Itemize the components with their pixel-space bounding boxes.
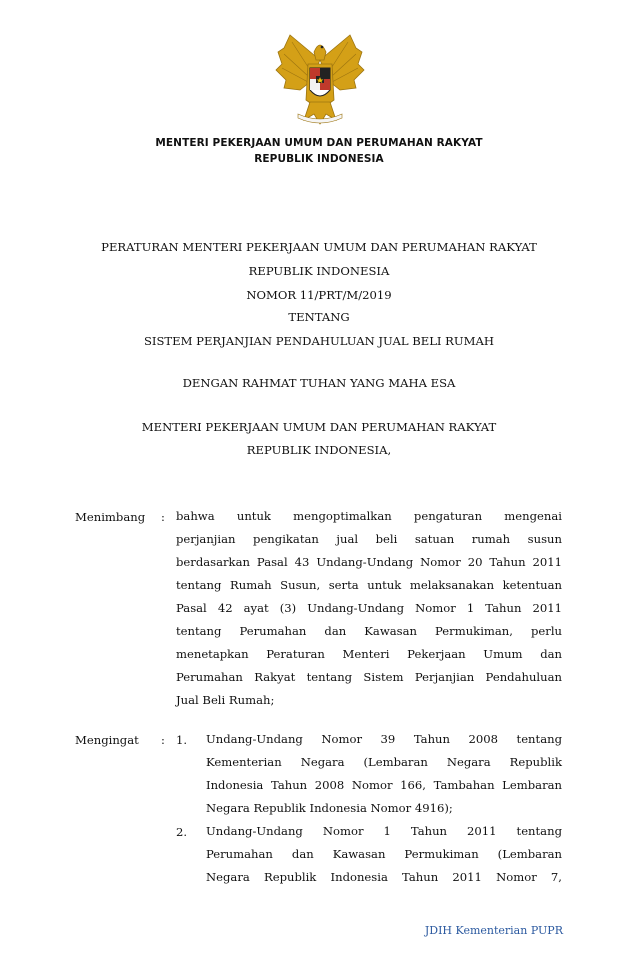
menimbang-colon: :: [161, 510, 165, 524]
mengingat-item-1: [206, 728, 562, 820]
mengingat-label: Mengingat: [75, 733, 139, 747]
mengingat-item-number: 2.: [176, 825, 188, 839]
mengingat-item-line: Negara Republik Indonesia Tahun 2011 Nomor 7,: [206, 870, 562, 884]
regulation-country: REPUBLIK INDONESIA: [248, 264, 390, 278]
mengingat-item-line: Undang-Undang Nomor 1 Tahun 2011 tentang: [206, 824, 562, 838]
mengingat-colon: :: [161, 733, 165, 747]
menimbang-line: menetapkan Peraturan Menteri Pekerjaan Umum dan: [176, 647, 562, 661]
menimbang-line: Pasal 42 ayat (3) Undang-Undang Nomor 1 Tahun 2011: [176, 601, 562, 615]
mengingat-item-2: [206, 820, 562, 889]
mengingat-item-line: Kementerian Negara (Lembaran Negara Republik: [206, 755, 562, 769]
menimbang-line: Jual Beli Rumah;: [176, 693, 275, 707]
issuer-line1: MENTERI PEKERJAAN UMUM DAN PERUMAHAN RAKYAT: [141, 420, 497, 434]
mengingat-item-line: Undang-Undang Nomor 39 Tahun 2008 tentang: [206, 732, 562, 746]
menimbang-line: Perumahan Rakyat tentang Sistem Perjanjian Pendahuluan: [176, 670, 562, 684]
menimbang-line: tentang Rumah Susun, serta untuk melaksanakan ketentuan: [176, 578, 562, 592]
mengingat-item-line: Negara Republik Indonesia Nomor 4916);: [206, 801, 453, 815]
issuer-line2: REPUBLIK INDONESIA,: [246, 443, 392, 457]
ministry-header-line2: REPUBLIK INDONESIA: [254, 153, 384, 165]
regulation-about: TENTANG: [288, 310, 350, 324]
menimbang-line: perjanjian pengikatan jual beli satuan rumah susun: [176, 532, 562, 546]
regulation-title: PERATURAN MENTERI PEKERJAAN UMUM DAN PERUMAHAN RAKYAT: [101, 240, 537, 254]
invocation: DENGAN RAHMAT TUHAN YANG MAHA ESA: [182, 376, 456, 390]
garuda-emblem-icon: [270, 30, 370, 130]
regulation-subject: SISTEM PERJANJIAN PENDAHULUAN JUAL BELI RUMAH: [143, 334, 495, 348]
menimbang-paragraph: [176, 505, 562, 712]
menimbang-line: berdasarkan Pasal 43 Undang-Undang Nomor 20 Tahun 2011: [176, 555, 562, 569]
mengingat-item-number: 1.: [176, 733, 188, 747]
mengingat-item-line: Indonesia Tahun 2008 Nomor 166, Tambahan Lembaran: [206, 778, 562, 792]
regulation-number: NOMOR 11/PRT/M/2019: [246, 288, 392, 302]
ministry-header-line1: MENTERI PEKERJAAN UMUM DAN PERUMAHAN RAKYAT: [155, 137, 483, 149]
footer-source: JDIH Kementerian PUPR: [424, 924, 563, 937]
menimbang-line: bahwa untuk mengoptimalkan pengaturan mengenai: [176, 509, 562, 523]
menimbang-line: tentang Perumahan dan Kawasan Permukiman, perlu: [176, 624, 562, 638]
menimbang-label: Menimbang: [75, 510, 146, 524]
mengingat-item-line: Perumahan dan Kawasan Permukiman (Lembaran: [206, 847, 562, 861]
